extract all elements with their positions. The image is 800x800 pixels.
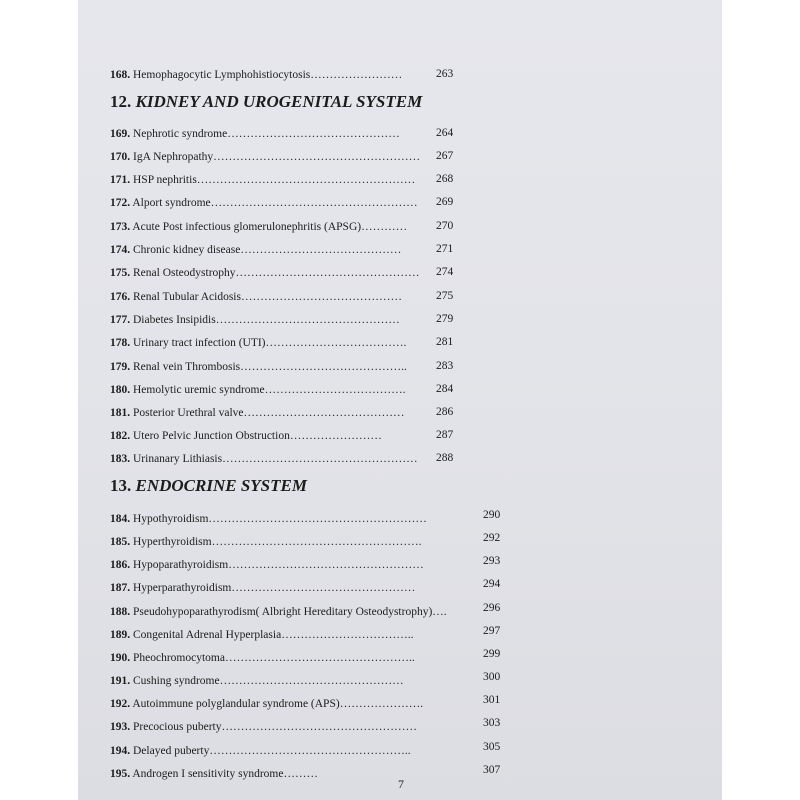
entry-title: Renal Osteodystrophy (133, 267, 236, 279)
entry-page-number: 284 (436, 383, 454, 395)
entry-number: 192. (110, 698, 131, 710)
leader-dots: ……………………………………………… (210, 197, 418, 209)
entry-number: 185. (110, 536, 131, 548)
toc-entry[interactable] (110, 452, 418, 466)
entry-title: Congenital Adrenal Hyperplasia (133, 629, 282, 641)
toc-entry[interactable] (110, 360, 407, 374)
entry-page-number: 275 (436, 290, 454, 302)
leader-dots: ………………………………………….. (224, 652, 415, 664)
toc-entry[interactable] (110, 127, 400, 141)
entry-number: 184. (110, 513, 131, 525)
toc-entry[interactable] (110, 651, 415, 665)
leader-dots: ………………………………………… (235, 267, 420, 279)
entry-number: 171. (110, 174, 131, 186)
entry-title: Renal Tubular Acidosis (133, 291, 241, 303)
toc-entry[interactable] (110, 173, 415, 187)
leader-dots: ……………………………………………… (213, 151, 421, 163)
entry-title: Pheochromocytoma (133, 652, 225, 664)
entry-page-number: 279 (436, 313, 454, 325)
leader-dots: ……… (283, 768, 318, 780)
leader-dots: ………………………………………………. (211, 536, 422, 548)
entry-number: 180. (110, 384, 131, 396)
entry-page-number: 297 (483, 625, 501, 637)
entry-number: 191. (110, 675, 131, 687)
entry-number: 190. (110, 652, 131, 664)
entry-number: 170. (110, 151, 131, 163)
section-heading (110, 92, 422, 112)
leader-dots: …………………………………………… (221, 721, 417, 733)
entry-title: Androgen I sensitivity syndrome (132, 768, 284, 780)
leader-dots: ………………………………………………… (196, 174, 416, 186)
entry-title: Utero Pelvic Junction Obstruction (133, 430, 290, 442)
entry-page-number: 268 (436, 173, 454, 185)
entry-title: Nephrotic syndrome (133, 128, 228, 140)
leader-dots: …………………………………… (243, 407, 405, 419)
entry-page-number: 299 (483, 648, 501, 660)
entry-number: 172. (110, 197, 131, 209)
entry-page-number: 287 (436, 429, 454, 441)
leader-dots: …………………………………….. (240, 361, 407, 373)
entry-number: 188. (110, 606, 131, 618)
entry-title: Hypoparathyroidism (133, 559, 229, 571)
entry-number: 179. (110, 361, 131, 373)
entry-page-number: 283 (436, 360, 454, 372)
entry-title: Acute Post infectious glomerulonephritis (APSG) (132, 221, 362, 233)
toc-entry[interactable] (110, 68, 402, 82)
entry-page-number: 301 (483, 694, 501, 706)
entry-number: 182. (110, 430, 131, 442)
toc-entry[interactable] (110, 406, 405, 420)
toc-entry[interactable] (110, 767, 318, 781)
toc-entry[interactable] (110, 196, 418, 210)
entry-number: 186. (110, 559, 131, 571)
entry-page-number: 271 (436, 243, 454, 255)
entry-title: HSP nephritis (133, 174, 197, 186)
entry-title: Chronic kidney disease (133, 244, 241, 256)
toc-entry[interactable] (110, 429, 382, 443)
entry-title: Posterior Urethral valve (133, 407, 244, 419)
entry-page-number: 290 (483, 509, 501, 521)
entry-page-number: 267 (436, 150, 454, 162)
toc-entry[interactable] (110, 336, 406, 350)
entry-number: 176. (110, 291, 131, 303)
entry-page-number: 281 (436, 336, 454, 348)
toc-entry[interactable] (110, 290, 402, 304)
entry-page-number: 293 (483, 555, 501, 567)
entry-title: Diabetes Insipidis (133, 314, 216, 326)
toc-entry[interactable] (110, 720, 417, 734)
entry-title: Autoimmune polyglandular syndrome (APS) (132, 698, 340, 710)
entry-page-number: 305 (483, 741, 501, 753)
entry-title: Hyperthyroidism (133, 536, 212, 548)
toc-entry[interactable] (110, 674, 404, 688)
entry-page-number: 292 (483, 532, 501, 544)
entry-title: Hemophagocytic Lymphohistiocytosis (133, 69, 311, 81)
toc-entry[interactable] (110, 243, 401, 257)
entry-number: 173. (110, 221, 131, 233)
leader-dots: …………………………………………….. (209, 745, 411, 757)
entry-page-number: 300 (483, 671, 501, 683)
section-number: 12. (110, 92, 132, 111)
toc-entry[interactable] (110, 581, 415, 595)
entry-page-number: 263 (436, 68, 454, 80)
entry-number: 193. (110, 721, 131, 733)
leader-dots: …………………. (339, 698, 424, 710)
entry-number: 169. (110, 128, 131, 140)
entry-number: 181. (110, 407, 131, 419)
toc-entry[interactable] (110, 558, 424, 572)
toc-entry[interactable] (110, 605, 447, 619)
leader-dots: ………………………………………… (219, 675, 404, 687)
leader-dots: …………………………………………… (228, 559, 424, 571)
entry-title: Renal vein Thrombosis (133, 361, 241, 373)
entry-page-number: 296 (483, 602, 501, 614)
section-title: ENDOCRINE SYSTEM (135, 476, 307, 495)
entry-number: 189. (110, 629, 131, 641)
entry-number: 183. (110, 453, 131, 465)
entry-number: 195. (110, 768, 131, 780)
toc-entry[interactable] (110, 697, 423, 711)
entry-page-number: 269 (436, 196, 454, 208)
book-page (78, 0, 722, 800)
toc-entry[interactable] (110, 535, 421, 549)
leader-dots: ………………………………………………… (208, 513, 427, 525)
section-heading (110, 476, 307, 496)
leader-dots: ……………………………………… (227, 128, 400, 140)
leader-dots: ………………………………………… (231, 582, 416, 594)
entry-title: Hypothyroidism (133, 513, 209, 525)
leader-dots: …………………… (289, 430, 382, 442)
entry-page-number: 264 (436, 127, 454, 139)
section-title: KIDNEY AND UROGENITAL SYSTEM (135, 92, 423, 111)
entry-title: Alport syndrome (132, 197, 211, 209)
toc-entry[interactable] (110, 628, 413, 642)
leader-dots: …………………………….. (281, 629, 414, 641)
toc-entry[interactable] (110, 512, 427, 526)
leader-dots: …………………………………………… (222, 453, 418, 465)
leader-dots: ………………………………………… (215, 314, 400, 326)
entry-page-number: 286 (436, 406, 454, 418)
entry-title: IgA Nephropathy (133, 151, 214, 163)
entry-title: Urinanary Lithiasis (133, 453, 223, 465)
entry-title: Hemolytic uremic syndrome (133, 384, 265, 396)
entry-page-number: 303 (483, 717, 501, 729)
entry-number: 187. (110, 582, 131, 594)
entry-page-number: 274 (436, 266, 454, 278)
entry-number: 175. (110, 267, 131, 279)
toc-entry[interactable] (110, 383, 405, 397)
section-number: 13. (110, 476, 132, 495)
entry-title: Hyperparathyroidism (133, 582, 232, 594)
leader-dots: …………………………………… (240, 291, 402, 303)
entry-page-number: 270 (436, 220, 454, 232)
leader-dots: ………………………………. (264, 384, 406, 396)
toc-entry[interactable] (110, 266, 420, 280)
entry-title: Cushing syndrome (133, 675, 220, 687)
entry-number: 168. (110, 69, 131, 81)
leader-dots: ………………………………. (265, 337, 407, 349)
page-folio-number: 7 (398, 777, 404, 791)
toc-entry[interactable] (110, 150, 420, 164)
entry-number: 194. (110, 745, 131, 757)
leader-dots: ………… (361, 221, 408, 233)
entry-page-number: 288 (436, 452, 454, 464)
toc-entry[interactable] (110, 220, 407, 234)
toc-entry[interactable] (110, 744, 411, 758)
entry-page-number: 307 (483, 764, 501, 776)
entry-title: Urinary tract infection (UTI) (133, 337, 266, 349)
entry-title: Precocious puberty (133, 721, 222, 733)
entry-number: 178. (110, 337, 131, 349)
entry-title: Pseudohypoparathyrodism( Albright Hereditary Osteodystrophy)…. (133, 606, 447, 618)
toc-entry[interactable] (110, 313, 400, 327)
entry-number: 177. (110, 314, 131, 326)
leader-dots: …………………… (310, 69, 403, 81)
leader-dots: …………………………………… (240, 244, 402, 256)
entry-number: 174. (110, 244, 131, 256)
entry-title: Delayed puberty (133, 745, 210, 757)
entry-page-number: 294 (483, 578, 501, 590)
